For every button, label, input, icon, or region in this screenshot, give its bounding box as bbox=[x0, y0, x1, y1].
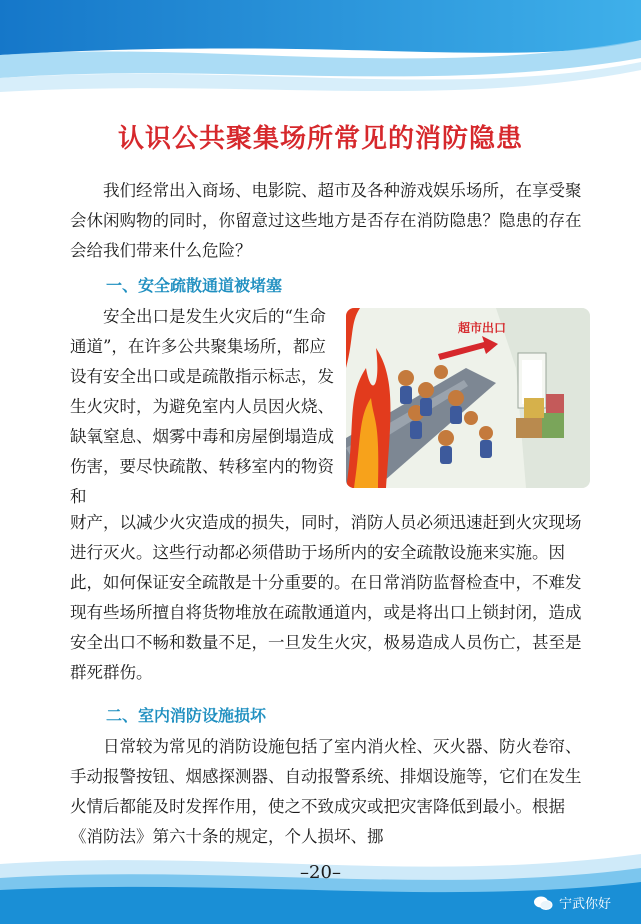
section2-paragraph: 日常较为常见的消防设施包括了室内消火栓、灭火器、防火卷帘、手动报警按钮、烟感探测器、自动报警系统、排烟设施等，它们在发生火情后都能及时发挥作用，使之不致成灾或把灾害降低到最小。根据《消防法》第六十条的规定，个人损坏、挪 bbox=[70, 737, 582, 846]
watermark-label: 宁武你好 bbox=[558, 897, 611, 912]
section1-paragraph-full: 财产，以减少火灾造成的损失，同时，消防人员必须迅速赶到火灾现场进行灭火。这些行动都必须借助于场所内的安全疏散设施来实施。因此，如何保证安全疏散是十分重要的。在日常消防监督检查中，不难发现有些场所擅自将货物堆放在疏散通道内，或是将出口上锁封闭，造成安全出口不畅和数量不足，一旦发生火灾，极易造成人员伤亡，甚至是群死群伤。 bbox=[70, 513, 582, 682]
header-wave-band bbox=[0, 0, 641, 110]
page-title: 认识公共聚集场所常见的消防隐患 bbox=[117, 124, 523, 154]
section-heading-blocked-exits: 一、安全疏散通道被堵塞 bbox=[106, 276, 283, 295]
section1-paragraph-wrapped: 安全出口是发生火灾后的“生命通道”，在许多公共聚集场所，都应设有安全出口或是疏散指示标志，发生火灾时，为避免室内人员因火烧、缺氧窒息、烟雾中毒和房屋倒塌造成伤害，要尽快疏散、转移室内的物资和 bbox=[70, 307, 334, 506]
wechat-watermark bbox=[533, 893, 611, 912]
wechat-icon bbox=[533, 895, 553, 911]
intro-paragraph: 我们经常出入商场、电影院、超市及各种游戏娱乐场所，在享受聚会休闲购物的同时，你留意过这些地方是否存在消防隐患？隐患的存在会给我们带来什么危险？ bbox=[70, 181, 582, 260]
section-heading-damaged-facilities: 二、室内消防设施损坏 bbox=[106, 706, 267, 725]
footer-wave-band bbox=[0, 844, 641, 924]
fire-evacuation-illustration bbox=[346, 308, 590, 488]
exit-sign-label: 超市出口 bbox=[458, 321, 507, 335]
page-number: –20– bbox=[300, 862, 341, 883]
